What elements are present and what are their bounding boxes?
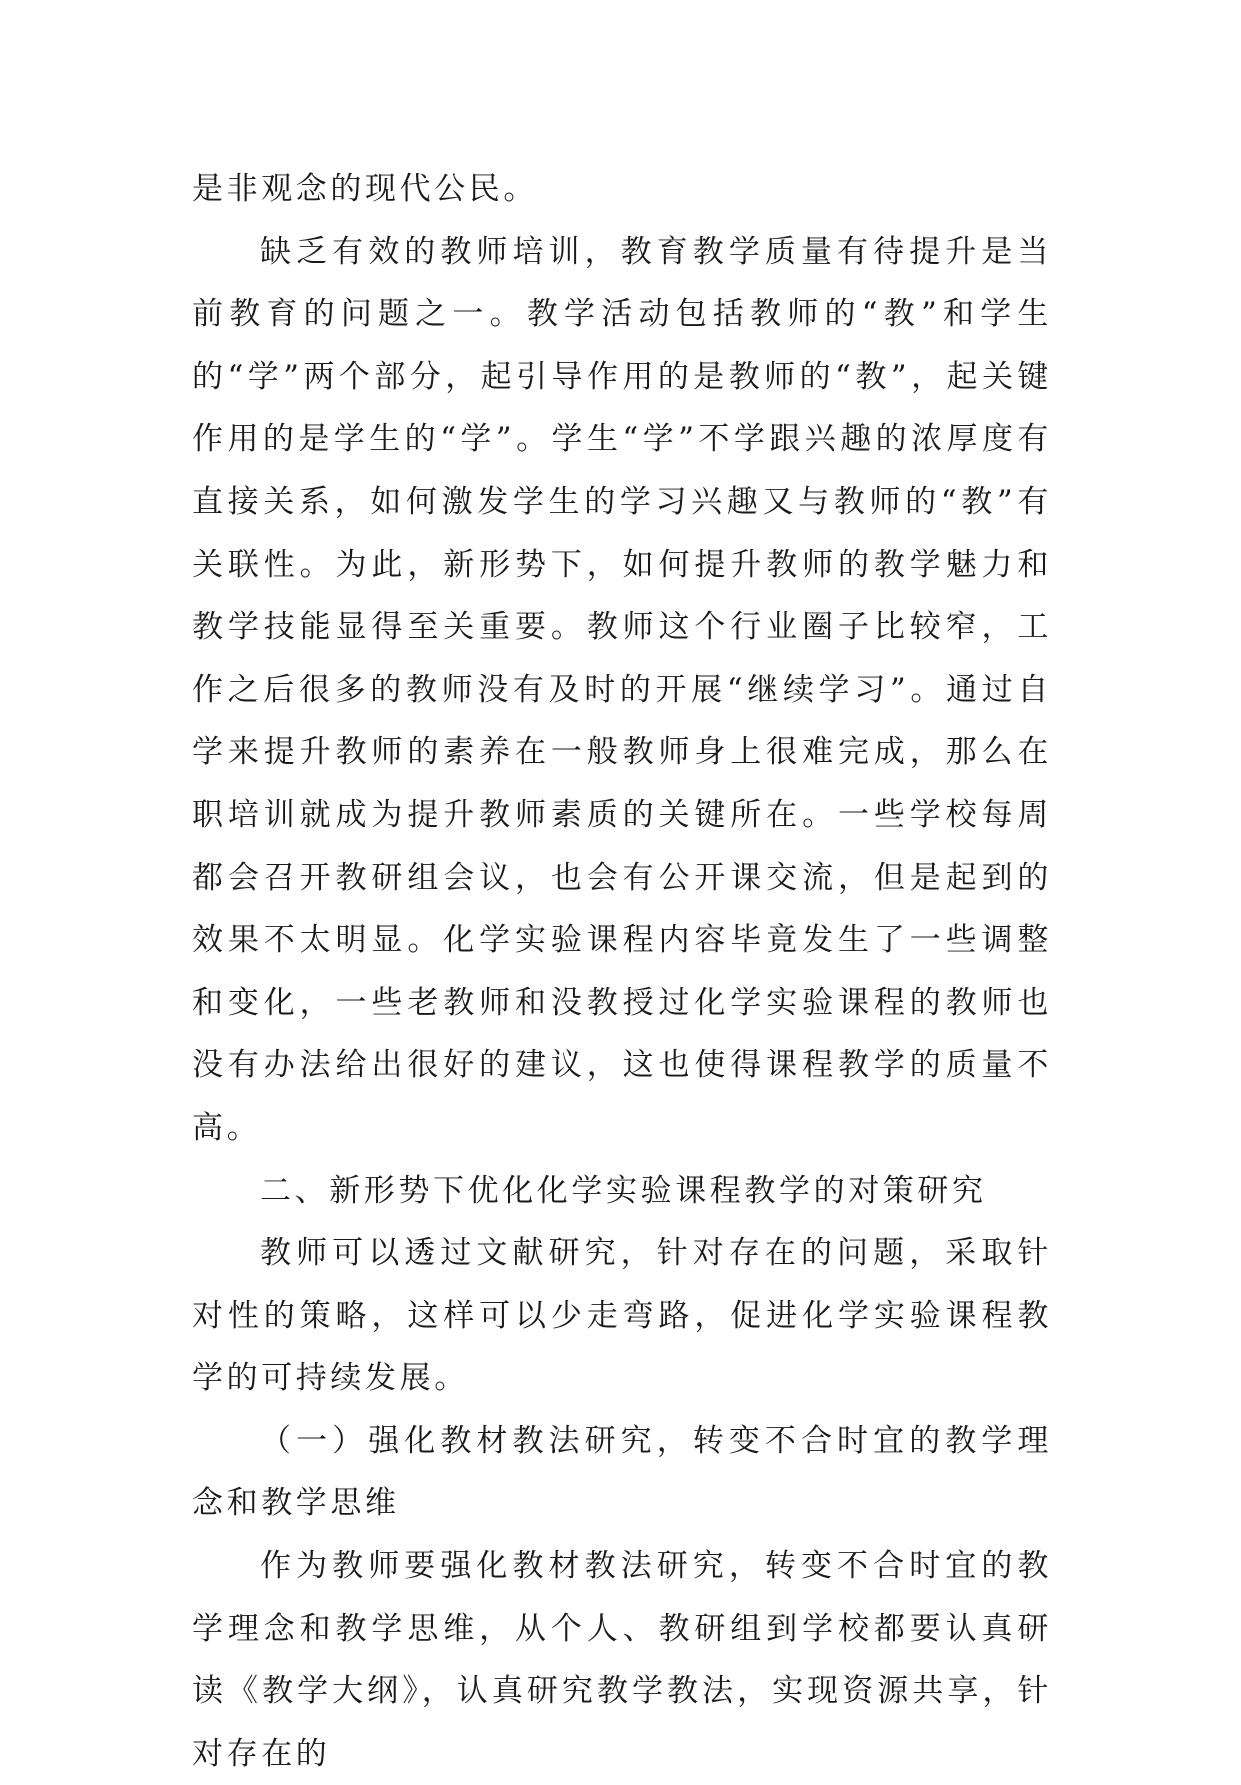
paragraph-4: 作为教师要强化教材教法研究，转变不合时宜的教学理念和教学思维，从个人、教研组到学校都要认真研读《教学大纲》，认真研究教学教法，实现资源共享，针对存在的 — [192, 1548, 1052, 1772]
paragraph-1: 是非观念的现代公民。 — [192, 171, 538, 207]
document-body — [192, 158, 1052, 1785]
subsection-heading: （一）强化教材教法研究，转变不合时宜的教学理念和教学思维 — [192, 1422, 1052, 1522]
paragraph-2: 缺乏有效的教师培训，教育教学质量有待提升是当前教育的问题之一。教学活动包括教师的“教”和学生的“学”两个部分，起引导作用的是教师的“教”，起关键作用的是学生的“学”。学生“学”不学跟兴趣的浓厚度有直接关系，如何激发学生的学习兴趣又与教师的“教”有关联性。为此，新形势下，如何提升教师的教学魅力和教学技能显得至关重要。教师这个行业圈子比较窄，工作之后很多的教师没有及时的开展“继续学习”。通过自学来提升教师的素养在一般教师身上很难完成，那么在职培训就成为提升教师素质的关键所在。一些学校每周都会召开教研组会议，也会有公开课交流，但是起到的效果不太明显。化学实验课程内容毕竟发生了一些调整和变化，一些老教师和没教授过化学实验课程的教师也没有办法给出很好的建议，这也使得课程教学的质量不高。 — [192, 233, 1052, 1146]
paragraph-3: 教师可以透过文献研究，针对存在的问题，采取针对性的策略，这样可以少走弯路，促进化学实验课程教学的可持续发展。 — [192, 1235, 1052, 1397]
section-heading: 二、新形势下优化化学实验课程教学的对策研究 — [260, 1172, 987, 1209]
